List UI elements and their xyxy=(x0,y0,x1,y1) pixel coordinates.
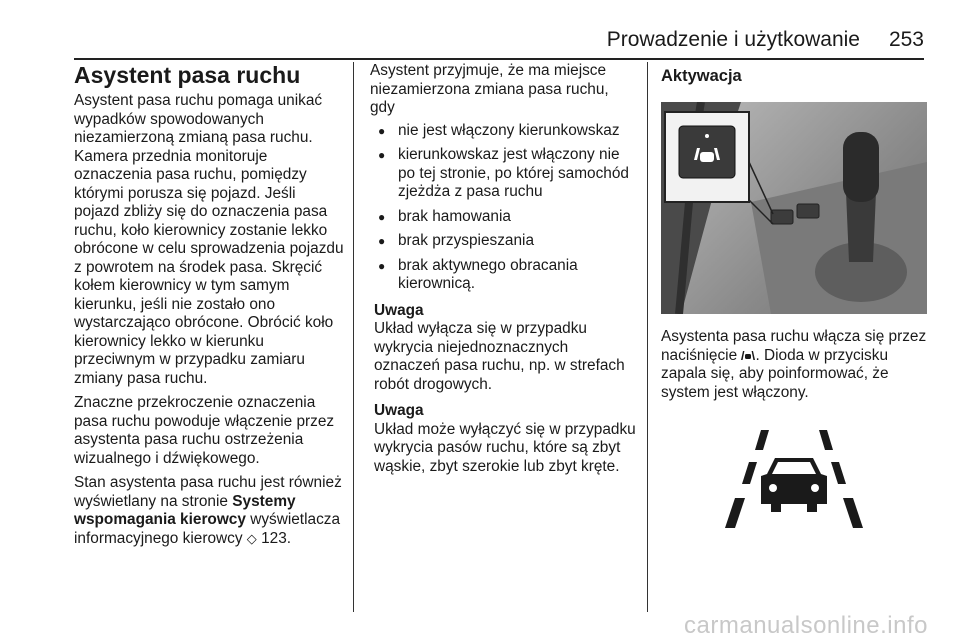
conditions-intro: Asystent przyjmuje, że ma miejsce niezamierzona zmiana pasa ruchu, gdy xyxy=(370,62,609,116)
note-text: Układ może wyłączyć się w przypadku wykrycia pasów ruchu, które są zbyt wąskie, zbyt szerokie lub zbyt kręte. xyxy=(374,420,636,475)
driver-assist-link: Systemy wspomagania kierowcy xyxy=(74,492,296,528)
list-item: ● brak aktywnego obracania kierownicą. xyxy=(370,257,636,294)
status-text-start: Stan asystenta pasa ruchu jest również wyświetlany na stronie xyxy=(74,474,342,510)
intro-paragraph: Asystent pasa ruchu pomaga unikać wypadków spowodowanych niezamierzoną zmianą pasa ruchu. Kamera przednia monitoruje oznaczenia pasa ruchu, pomiędzy którymi porusza się pojazd. Jeśli pojazd zbliży się do oznaczenia pasa ruchu, koło kierownicy zostanie lekko obrócone w celu sprowadzenia pojazdu z powrotem na środek pasa. Skręcić kołem kierownicy w tym samym kierunku, jeśli nie zostało ono wystarczająco obrócone. Obrócić koło kierownicy lekko w kierunku przeciwnym w przypadku zamiaru zmiany pasa ruchu. xyxy=(74,92,344,387)
column-divider-2 xyxy=(647,62,648,612)
lane-assist-icon xyxy=(741,349,755,361)
lane-assist-icon-large xyxy=(661,424,927,534)
list-item: ● brak hamowania xyxy=(370,208,636,227)
activation-text-end: . Dioda w przycisku zapala się, aby poinformować, że system jest włączony. xyxy=(661,346,889,401)
watermark: carmanualsonline.info xyxy=(684,612,928,639)
list-item: ● brak przyspieszania xyxy=(370,232,636,251)
header-title: Prowadzenie i użytkowanie xyxy=(606,28,860,51)
activation-text-start: Asystenta pasa ruchu włącza się przez naciśnięcie xyxy=(661,328,927,364)
warning-paragraph: Znaczne przekroczenie oznaczenia pasa ruchu powoduje włączenie przez asystenta pasa ruchu ostrzeżenia wizualnego i dźwiękowego. xyxy=(74,394,335,467)
note-2 xyxy=(370,402,636,476)
cross-reference-page: 123. xyxy=(261,529,292,547)
column-left xyxy=(74,62,344,554)
note-title: Uwaga xyxy=(374,301,424,319)
status-paragraph xyxy=(74,474,344,548)
activation-paragraph xyxy=(661,328,927,402)
column-right xyxy=(661,62,927,540)
column-divider-1 xyxy=(353,62,354,612)
activation-heading: Aktywacja xyxy=(661,67,742,85)
column-middle xyxy=(370,62,636,476)
cross-reference-icon: ◇ xyxy=(246,530,257,546)
note-title: Uwaga xyxy=(374,402,424,419)
note-1 xyxy=(370,302,636,395)
page-number: 253 xyxy=(888,28,924,51)
list-item: ● kierunkowskaz jest włączony nie po tej stronie, po której samochód zjeżdża z pasa ruchu xyxy=(370,146,636,202)
section-heading: Asystent pasa ruchu xyxy=(74,62,301,88)
note-text: Układ wyłącza się w przypadku wykrycia niejednoznacznych oznaczeń pasa ruchu, np. w strefach robót drogowych. xyxy=(374,320,625,393)
page-header xyxy=(74,24,924,60)
list-item: ● nie jest włączony kierunkowskaz xyxy=(370,122,636,141)
status-text-end: wyświetlacza informacyjnego kierowcy xyxy=(74,511,341,547)
conditions-list xyxy=(370,122,636,294)
console-photo xyxy=(661,102,927,314)
